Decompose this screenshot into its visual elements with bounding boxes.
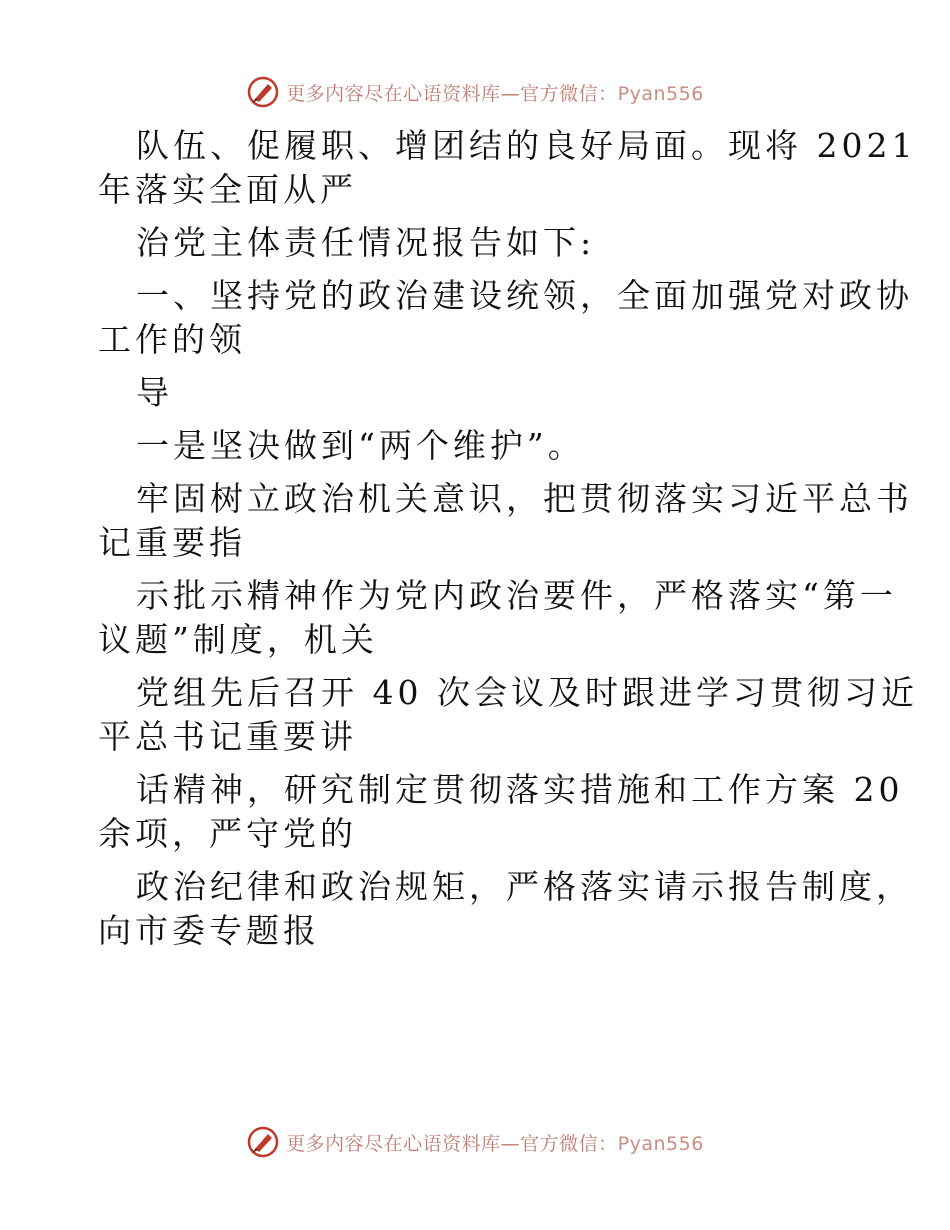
watermark-text: 更多内容尽在心语资料库—官方微信：Pyan556 [286, 1132, 704, 1155]
watermark-text: 更多内容尽在心语资料库—官方微信：Pyan556 [286, 82, 704, 105]
paragraph-line: 年落实全面从严 [98, 170, 357, 209]
pen-nib-logo-icon [246, 1125, 280, 1159]
paragraph-line: 记重要指 [98, 523, 246, 562]
paragraph-line: 队伍、促履职、增团结的良好局面。现将 2021 [136, 126, 917, 165]
paragraph-line: 议题”制度，机关 [98, 620, 378, 659]
paragraph-line: 党组先后召开 40 次会议及时跟进学习贯彻习近 [136, 673, 918, 712]
footer-watermark [0, 1122, 950, 1162]
pen-nib-logo-icon [246, 75, 280, 109]
paragraph-line: 牢固树立政治机关意识，把贯彻落实习近平总书 [136, 479, 913, 518]
paragraph-line: 示批示精神作为党内政治要件，严格落实“第一 [136, 576, 897, 615]
document-body [98, 124, 918, 953]
paragraph-line: 向市委专题报 [98, 911, 320, 950]
header-watermark [0, 72, 950, 112]
paragraph-line: 治党主体责任情况报告如下: [136, 223, 596, 262]
section-heading: 工作的领 [98, 320, 246, 359]
paragraph-line: 平总书记重要讲 [98, 717, 357, 756]
paragraph-line: 政治纪律和政治规矩，严格落实请示报告制度， [136, 867, 913, 906]
paragraph-line: 话精神，研究制定贯彻落实措施和工作方案 20 [136, 770, 904, 809]
section-heading: 导 [136, 373, 173, 412]
subheading: 一是坚决做到“两个维护”。 [136, 426, 585, 465]
section-heading: 一、坚持党的政治建设统领，全面加强党对政协 [136, 276, 913, 315]
paragraph-line: 余项，严守党的 [98, 814, 357, 853]
